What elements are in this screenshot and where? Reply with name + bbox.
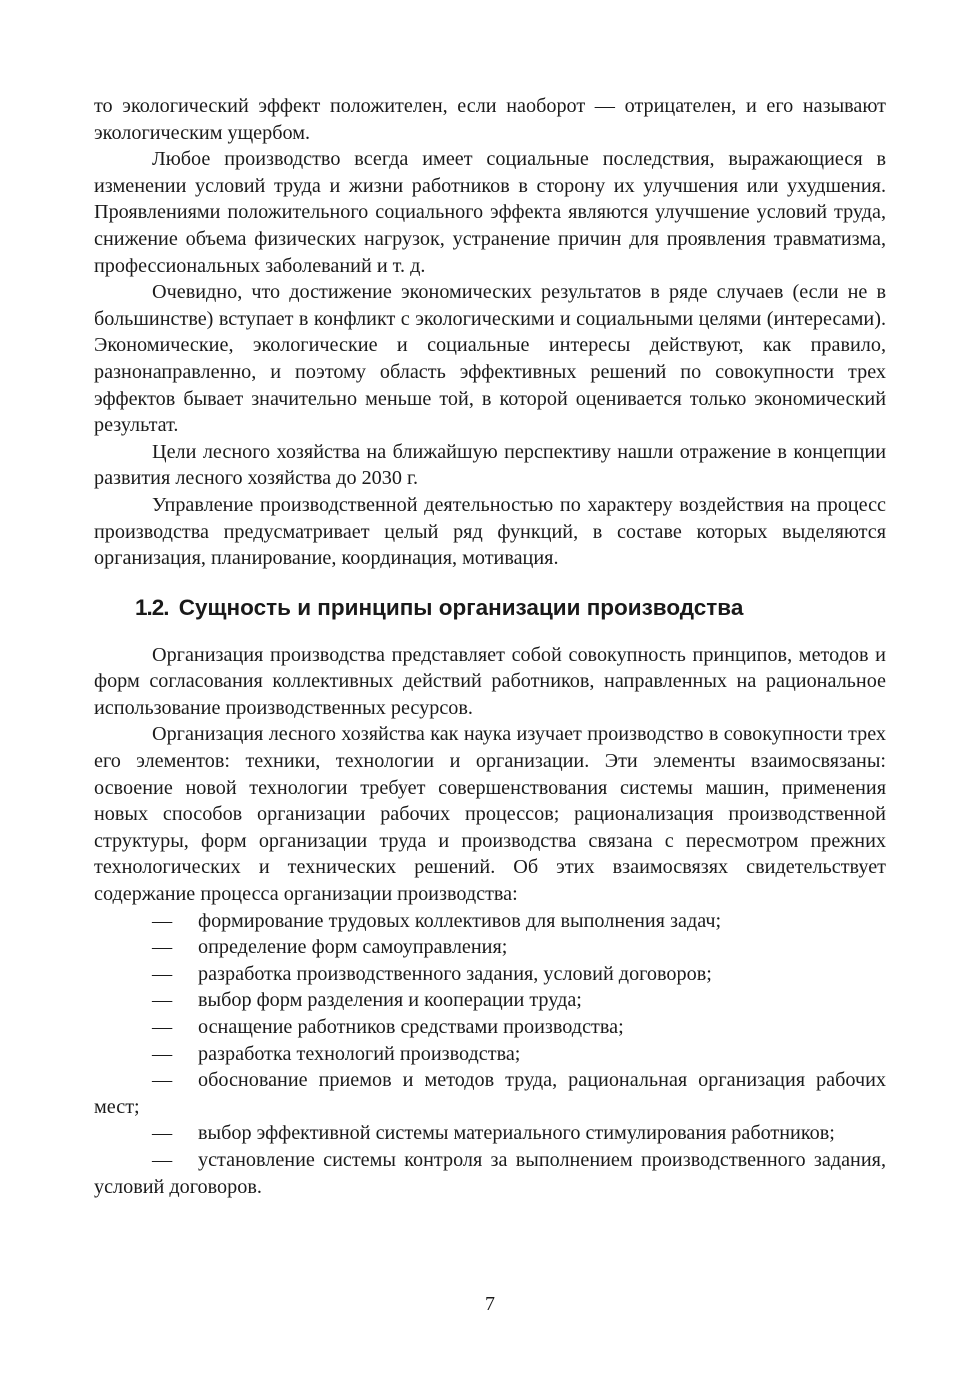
paragraph: Цели лесного хозяйства на ближайшую перспективу нашли отражение в концепции развития лесного хозяйства до 2030 г. [94,440,886,490]
list-item-text: формирование трудовых коллективов для выполнения задач; [198,909,722,932]
list-item [94,908,886,935]
paragraph: то экологический эффект положителен, если наоборот — отрицателен, и его называют экологическим ущербом. [94,95,886,144]
list-item-text: оснащение работников средствами производства; [198,1016,624,1038]
paragraph: Управление производственной деятельностью по характеру воздействия на процесс производства предусматривает целый ряд функций, в составе которых выделяются организация, планирование, координация, мотивация. [94,493,886,570]
paragraph: Очевидно, что достижение экономических результатов в ряде случаев (если не в большинстве) вступает в конфликт с экологическими и социальными целями (интересами). Экономические, экологические и социальные интересы действуют, как правило, разнонаправленно, и поэтому область эффективных решений по совокупности трех эффектов бывает значительно меньше той, в которой оценивается только экономический результат. [94,281,886,437]
bullet-list [94,908,886,1201]
list-dash: — [152,1148,173,1171]
list-dash: — [152,1069,173,1092]
list-item [94,987,886,1014]
page-body [94,93,886,1200]
list-item [94,934,886,961]
list-item-text: выбор эффективной системы материального стимулирования работников; [198,1122,835,1145]
list-item-text: установление системы контроля за выполнением производственного задания, условий договоров. [94,1148,886,1198]
list-item-text: разработка технологий производства; [198,1042,521,1065]
list-item [94,1067,886,1120]
list-item [94,1147,886,1200]
list-item [94,1120,886,1147]
list-item-text: обоснование приемов и методов труда, рациональная организация рабочих мест; [94,1069,886,1118]
list-dash: — [152,989,173,1012]
list-item-text: определение форм самоуправления; [198,936,508,959]
list-dash: — [152,936,173,959]
list-dash: — [152,962,173,985]
list-dash: — [152,1122,173,1145]
section-heading [94,594,886,642]
list-item [94,961,886,988]
section-number: 1.2. [135,594,169,620]
list-item-text: разработка производственного задания, условий договоров; [198,962,712,985]
list-dash: — [152,1016,173,1038]
list-item [94,1014,886,1041]
list-item [94,1041,886,1068]
paragraph: Любое производство всегда имеет социальные последствия, выражающиеся в изменении условий труда и жизни работников в сторону их улучшения или ухудшения. Проявлениями положительного социального эффекта являются улучшение условий труда, снижение объема физических нагрузок, устранение причин для проявления травматизма, профессиональных заболеваний и т. д. [94,148,886,277]
paragraph: Организация лесного хозяйства как наука изучает производство в совокупности трех его элементов: техники, технологии и организации. Эти элементы взаимосвязаны: освоение новой технологии требует совершенствования системы машин, применения новых способов организации рабочих процессов; рационализация производственной структуры, форм организации труда и производства связана с пересмотром прежних технологических и технических решений. Об этих взаимосвязях свидетельствует содержание процесса организации производства: [94,723,886,906]
page-number: 7 [485,1293,495,1315]
section-title: Сущность и принципы организации производства [178,594,744,620]
list-dash: — [152,1042,173,1065]
list-dash: — [152,909,173,932]
list-item-text: выбор форм разделения и кооперации труда; [198,989,582,1012]
paragraph: Организация производства представляет собой совокупность принципов, методов и форм согласования коллективных действий работников, направленных на рациональное использование производственных ресурсов. [94,643,886,719]
